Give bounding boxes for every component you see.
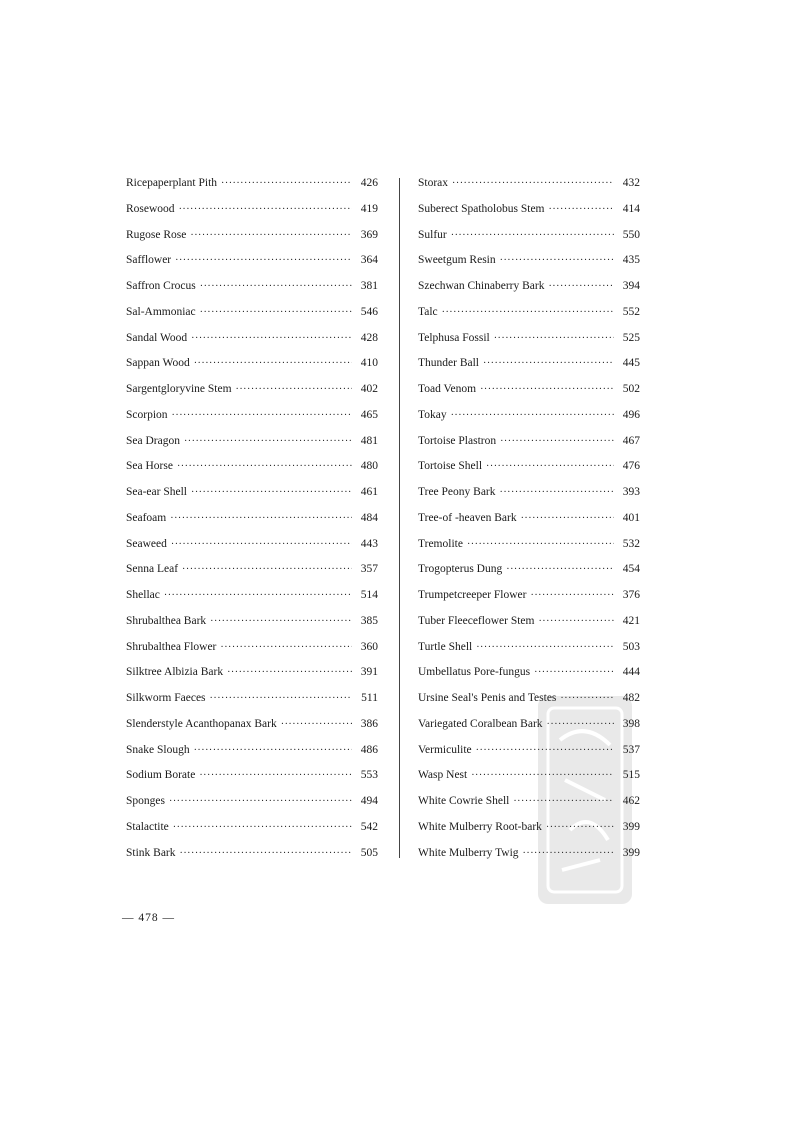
left-index-entry: [126, 300, 378, 326]
entry-page-number: 480: [360, 460, 378, 473]
entry-name: Shrubalthea Bark: [126, 614, 207, 627]
entry-page-number: 532: [622, 537, 640, 550]
right-index-entry: [418, 815, 640, 841]
entry-name: Sweetgum Resin: [418, 254, 496, 267]
dot-leader: [281, 712, 352, 738]
right-index-entry: [418, 532, 640, 558]
dot-leader: [480, 377, 614, 403]
entry-page-number: 399: [622, 846, 640, 859]
dot-leader: [467, 532, 614, 558]
entry-name: Ursine Seal's Penis and Testes: [418, 692, 557, 704]
entry-page-number: 511: [361, 692, 378, 704]
dot-leader: [500, 480, 614, 506]
entry-name: Safflower: [126, 254, 172, 267]
dot-leader: [171, 532, 352, 558]
right-index-entry: [418, 454, 640, 480]
left-index-entry: [126, 583, 378, 609]
right-index-entry: [418, 351, 640, 377]
entry-name: Turtle Shell: [418, 640, 473, 653]
entry-name: Snake Slough: [126, 743, 190, 756]
entry-name: Stalactite: [126, 820, 169, 833]
left-index-entry: [126, 326, 378, 352]
right-index-entry: [418, 429, 640, 455]
entry-name: Ricepaperplant Pith: [126, 177, 218, 189]
dot-leader: [200, 274, 352, 300]
dot-leader: [182, 557, 352, 583]
dot-leader: [194, 738, 352, 764]
left-index-entry: [126, 686, 378, 712]
dot-leader: [549, 197, 615, 223]
entry-name: Thunder Ball: [418, 357, 479, 370]
right-index-entry: [418, 248, 640, 274]
entry-name: Szechwan Chinaberry Bark: [418, 280, 545, 292]
right-index-entry: [418, 506, 640, 532]
dot-leader: [494, 326, 614, 352]
dot-leader: [560, 686, 614, 712]
entry-name: Senna Leaf: [126, 563, 179, 576]
dot-leader: [210, 609, 352, 635]
entry-page-number: 481: [360, 434, 378, 447]
dot-leader: [180, 841, 352, 867]
entry-page-number: 432: [622, 177, 640, 189]
entry-page-number: 550: [622, 228, 640, 241]
entry-name: Seaweed: [126, 537, 167, 550]
entry-page-number: 414: [622, 202, 640, 215]
dot-leader: [547, 712, 614, 738]
left-index-entry: [126, 506, 378, 532]
entry-page-number: 537: [622, 743, 640, 756]
dot-leader: [546, 815, 614, 841]
dot-leader: [191, 326, 352, 352]
entry-page-number: 546: [360, 305, 378, 318]
dot-leader: [170, 506, 352, 532]
dot-leader: [194, 351, 352, 377]
left-index-entry: [126, 660, 378, 686]
dot-leader: [190, 223, 352, 249]
right-index-entry: [418, 197, 640, 223]
left-index-entry: [126, 789, 378, 815]
right-index-entry: [418, 660, 640, 686]
entry-page-number: 444: [622, 666, 640, 679]
entry-name: Slenderstyle Acanthopanax Bark: [126, 717, 277, 730]
right-index-entry: [418, 763, 640, 789]
entry-page-number: 505: [360, 846, 378, 859]
entry-name: Tree Peony Bark: [418, 486, 496, 498]
entry-page-number: 399: [622, 820, 640, 833]
dot-leader: [236, 377, 352, 403]
left-index-entry: [126, 429, 378, 455]
entry-name: Toad Venom: [418, 383, 477, 395]
page-number: — 478 —: [122, 912, 175, 924]
entry-page-number: 360: [360, 640, 378, 653]
dot-leader: [548, 274, 614, 300]
left-index-entry: [126, 377, 378, 403]
entry-name: Rosewood: [126, 202, 175, 215]
right-index-entry: [418, 326, 640, 352]
left-index-entry: [126, 635, 378, 661]
entry-name: Sponges: [126, 795, 165, 807]
dot-leader: [200, 300, 352, 326]
right-index-entry: [418, 274, 640, 300]
entry-name: Tokay: [418, 408, 447, 421]
dot-leader: [476, 635, 614, 661]
entry-page-number: 421: [622, 614, 640, 627]
dot-leader: [177, 454, 352, 480]
left-index-entry: [126, 248, 378, 274]
entry-name: Sea Dragon: [126, 434, 180, 447]
entry-page-number: 462: [622, 795, 640, 807]
entry-page-number: 496: [622, 408, 640, 421]
entry-page-number: 410: [360, 357, 378, 370]
entry-name: Tremolite: [418, 537, 463, 550]
right-index-entry: [418, 171, 640, 197]
entry-page-number: 435: [622, 254, 640, 267]
left-index-entry: [126, 712, 378, 738]
entry-name: Seafoam: [126, 511, 167, 524]
entry-page-number: 445: [622, 357, 640, 370]
right-index-entry: [418, 738, 640, 764]
dot-leader: [173, 815, 352, 841]
right-index-entry: [418, 789, 640, 815]
entry-page-number: 553: [360, 769, 378, 782]
dot-leader: [172, 403, 352, 429]
entry-page-number: 364: [360, 254, 378, 267]
entry-page-number: 494: [360, 795, 378, 807]
entry-page-number: 514: [360, 589, 378, 601]
entry-name: White Cowrie Shell: [418, 795, 510, 807]
dot-leader: [500, 429, 614, 455]
entry-name: Sea Horse: [126, 460, 173, 473]
left-index-entry: [126, 815, 378, 841]
right-index-entry: [418, 583, 640, 609]
entry-name: Tortoise Plastron: [418, 434, 497, 447]
dot-leader: [227, 660, 352, 686]
dot-leader: [513, 789, 614, 815]
entry-name: Rugose Rose: [126, 228, 187, 241]
dot-leader: [451, 223, 614, 249]
left-index-entry: [126, 609, 378, 635]
left-index-entry: [126, 738, 378, 764]
dot-leader: [534, 660, 614, 686]
dot-leader: [486, 454, 614, 480]
entry-page-number: 482: [622, 692, 640, 704]
entry-page-number: 393: [622, 486, 640, 498]
entry-name: Trogopterus Dung: [418, 563, 503, 576]
left-index-entry: [126, 197, 378, 223]
entry-name: Shrubalthea Flower: [126, 640, 217, 653]
column-divider: [399, 178, 400, 858]
entry-page-number: 443: [360, 537, 378, 550]
entry-name: Trumpetcreeper Flower: [418, 589, 527, 601]
left-index-entry: [126, 223, 378, 249]
entry-name: Tortoise Shell: [418, 460, 483, 473]
right-index-entry: [418, 686, 640, 712]
entry-page-number: 503: [622, 640, 640, 653]
right-index-entry: [418, 403, 640, 429]
left-index-entry: [126, 480, 378, 506]
dot-leader: [452, 171, 614, 197]
entry-page-number: 385: [360, 614, 378, 627]
left-index-entry: [126, 403, 378, 429]
dot-leader: [471, 763, 614, 789]
right-index-entry: [418, 300, 640, 326]
entry-page-number: 454: [622, 563, 640, 576]
entry-name: Silkworm Faeces: [126, 692, 206, 704]
dot-leader: [500, 248, 614, 274]
index-column-right: [418, 171, 640, 866]
entry-name: Sodium Borate: [126, 769, 196, 782]
entry-name: Sea-ear Shell: [126, 486, 187, 498]
dot-leader: [169, 789, 352, 815]
left-index-entry: [126, 351, 378, 377]
left-index-entry: [126, 454, 378, 480]
dot-leader: [221, 171, 352, 197]
entry-name: Sulfur: [418, 228, 447, 241]
dot-leader: [164, 583, 352, 609]
dot-leader: [521, 506, 614, 532]
entry-name: Scorpion: [126, 408, 168, 421]
entry-page-number: 476: [622, 460, 640, 473]
dot-leader: [210, 686, 352, 712]
entry-page-number: 426: [360, 177, 378, 189]
dot-leader: [199, 763, 352, 789]
entry-name: Variegated Coralbean Bark: [418, 717, 543, 730]
entry-page-number: 465: [360, 408, 378, 421]
entry-name: Suberect Spatholobus Stem: [418, 202, 545, 215]
dot-leader: [538, 609, 614, 635]
entry-name: Sargentgloryvine Stem: [126, 383, 232, 395]
entry-page-number: 386: [360, 717, 378, 730]
entry-name: Sal-Ammoniac: [126, 305, 196, 318]
entry-page-number: 394: [622, 280, 640, 292]
entry-page-number: 525: [622, 331, 640, 344]
entry-name: White Mulberry Twig: [418, 846, 519, 859]
entry-page-number: 486: [360, 743, 378, 756]
entry-name: Storax: [418, 177, 449, 189]
right-index-entry: [418, 223, 640, 249]
entry-page-number: 484: [360, 511, 378, 524]
entry-name: Shellac: [126, 589, 160, 601]
right-index-entry: [418, 712, 640, 738]
entry-page-number: 552: [622, 305, 640, 318]
left-index-entry: [126, 274, 378, 300]
right-index-entry: [418, 609, 640, 635]
entry-name: Umbellatus Pore-fungus: [418, 666, 531, 679]
left-index-entry: [126, 557, 378, 583]
entry-page-number: 419: [360, 202, 378, 215]
entry-page-number: 461: [360, 486, 378, 498]
dot-leader: [451, 403, 614, 429]
entry-name: Vermiculite: [418, 743, 472, 756]
entry-page-number: 369: [360, 228, 378, 241]
entry-name: Saffron Crocus: [126, 280, 196, 292]
entry-page-number: 515: [622, 769, 640, 782]
right-index-entry: [418, 480, 640, 506]
right-index-entry: [418, 557, 640, 583]
dot-leader: [175, 248, 352, 274]
entry-page-number: 401: [622, 511, 640, 524]
dot-leader: [483, 351, 614, 377]
entry-page-number: 467: [622, 434, 640, 447]
dot-leader: [530, 583, 614, 609]
right-index-entry: [418, 377, 640, 403]
entry-name: Wasp Nest: [418, 769, 468, 782]
entry-page-number: 391: [360, 666, 378, 679]
dot-leader: [179, 197, 352, 223]
dot-leader: [184, 429, 352, 455]
dot-leader: [191, 480, 352, 506]
entry-page-number: 357: [360, 563, 378, 576]
entry-page-number: 398: [622, 717, 640, 730]
dot-leader: [220, 635, 352, 661]
left-index-entry: [126, 532, 378, 558]
entry-page-number: 376: [622, 589, 640, 601]
entry-name: Sappan Wood: [126, 357, 190, 370]
entry-page-number: 502: [622, 383, 640, 395]
right-index-entry: [418, 841, 640, 867]
left-index-entry: [126, 171, 378, 197]
entry-name: Silktree Albizia Bark: [126, 666, 224, 679]
dot-leader: [506, 557, 614, 583]
index-column-left: [126, 171, 378, 866]
entry-name: Telphusa Fossil: [418, 331, 490, 344]
entry-name: Tuber Fleeceflower Stem: [418, 614, 535, 627]
entry-page-number: 402: [360, 383, 378, 395]
entry-name: Stink Bark: [126, 846, 176, 859]
right-index-entry: [418, 635, 640, 661]
left-index-entry: [126, 763, 378, 789]
dot-leader: [523, 841, 614, 867]
dot-leader: [442, 300, 614, 326]
entry-name: White Mulberry Root-bark: [418, 820, 542, 833]
entry-name: Tree-of -heaven Bark: [418, 511, 517, 524]
entry-name: Talc: [418, 305, 438, 318]
left-index-entry: [126, 841, 378, 867]
dot-leader: [476, 738, 614, 764]
entry-page-number: 428: [360, 331, 378, 344]
entry-page-number: 542: [360, 820, 378, 833]
entry-name: Sandal Wood: [126, 331, 188, 344]
entry-page-number: 381: [360, 280, 378, 292]
